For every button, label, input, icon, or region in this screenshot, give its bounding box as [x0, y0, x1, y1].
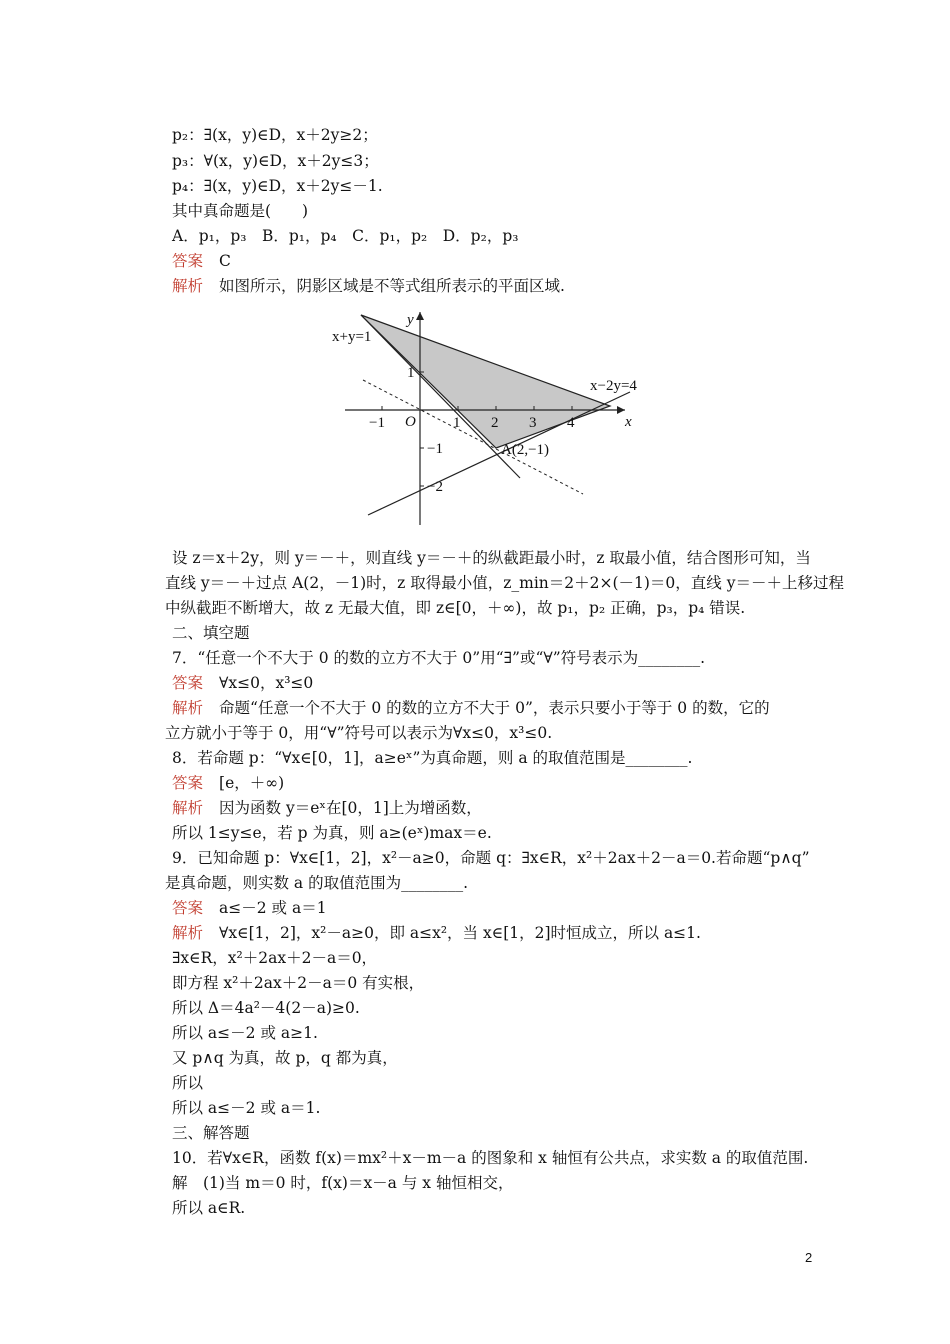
- explain-line-3: 中纵截距不断增大，故 z 无最大值，即 z∈[0，＋∞)，故 p₁，p₂ 正确，p₃，p₄ 错误.: [165, 599, 746, 617]
- analysis-tag: 解析: [172, 699, 204, 717]
- origin-label: O: [405, 414, 416, 430]
- options-line: A．p₁，p₃ B．p₁，p₄ C．p₁，p₂ D．p₂，p₃: [172, 227, 519, 245]
- answer-line: [172, 251, 231, 271]
- statement-p2: p₂：∃(x，y)∈D，x＋2y≥2；: [172, 126, 378, 144]
- answer-tag: 答案: [172, 774, 204, 792]
- q9-text-2: 是真命题，则实数 a 的取值范围为________.: [165, 874, 469, 892]
- answer-tag: 答案: [172, 674, 204, 692]
- explain-line-1: 设 z＝x＋2y，则 y＝－＋，则直线 y＝－＋的纵截距最小时，z 取最小值，结合图形可知，当: [172, 549, 811, 567]
- answer-tag: 答案: [172, 252, 204, 270]
- tick-label-x-4: 4: [567, 415, 575, 431]
- q7-analysis-cont: 立方就小于等于 0，用“∀”符号可以表示为∀x≤0，x³≤0.: [165, 724, 553, 742]
- q9-line-4: 所以 Δ＝4a²－4(2－a)≥0.: [172, 999, 360, 1017]
- answer-value: [e，＋∞): [219, 774, 285, 792]
- page-number: 2: [805, 1250, 813, 1265]
- q9-line-3: 即方程 x²＋2ax＋2－a＝0 有实根，: [172, 974, 425, 992]
- section-fill-in: 二、填空题: [172, 624, 250, 642]
- region-figure: [325, 300, 645, 530]
- q8-analysis-cont: 所以 1≤y≤e，若 p 为真，则 a≥(eˣ)max＝e.: [172, 824, 492, 842]
- q7-answer: [172, 673, 313, 693]
- q10-line-3: 所以 a∈R.: [172, 1199, 246, 1217]
- tick-label-x-2: 2: [491, 415, 499, 431]
- analysis-tag: 解析: [172, 924, 204, 942]
- label-x-plus-y-1: x+y=1: [332, 329, 372, 345]
- analysis-text: 因为函数 y＝eˣ在[0，1]上为增函数，: [219, 799, 482, 817]
- tick-label-y-2: −2: [427, 479, 443, 495]
- q8-text: 8．若命题 p：“∀x∈[0，1]，a≥eˣ”为真命题，则 a 的取值范围是________.: [172, 749, 693, 767]
- answer-value: C: [219, 252, 231, 270]
- q9-line-8: 所以 a≤－2 或 a＝1.: [172, 1099, 321, 1117]
- analysis-line: [172, 276, 565, 296]
- analysis-tag: 解析: [172, 277, 204, 295]
- x-axis-arrow: [617, 406, 625, 414]
- analysis-text: 命题“任意一个不大于 0 的数的立方不大于 0”，表示只要小于等于 0 的数，它的: [219, 699, 770, 717]
- q9-text-1: 9．已知命题 p：∀x∈[1，2]，x²－a≥0，命题 q：∃x∈R，x²＋2ax＋2－a＝0.若命题“p∧q”: [172, 849, 810, 867]
- q10-line-2: 解 (1)当 m＝0 时，f(x)＝x－a 与 x 轴恒相交，: [172, 1174, 514, 1192]
- tick-label-y-0: 1: [407, 365, 415, 381]
- statement-p3: p₃：∀(x，y)∈D，x＋2y≤3；: [172, 152, 379, 170]
- q9-line-2: ∃x∈R，x²＋2ax＋2－a＝0，: [172, 949, 378, 967]
- answer-tag: 答案: [172, 899, 204, 917]
- y-axis-label: y: [407, 312, 414, 328]
- q9-line-5: 所以 a≤－2 或 a≥1.: [172, 1024, 318, 1042]
- y-axis-arrow: [416, 312, 424, 320]
- analysis-tag: 解析: [172, 799, 204, 817]
- tick-label-x-0: −1: [369, 415, 385, 431]
- q8-analysis: [172, 798, 482, 818]
- q7-text: 7．“任意一个不大于 0 的数的立方不大于 0”用“∃”或“∀”符号表示为________.: [172, 649, 706, 667]
- tick-label-y-1: −1: [427, 441, 443, 457]
- q9-answer: [172, 898, 327, 918]
- label-x-minus-2y-4: x−2y=4: [590, 378, 637, 394]
- statement-p4: p₄：∃(x，y)∈D，x＋2y≤－1.: [172, 177, 383, 195]
- q9-line-6: 又 p∧q 为真，故 p，q 都为真，: [172, 1049, 398, 1067]
- q8-answer: [172, 773, 284, 793]
- q10-text: 10．若∀x∈R，函数 f(x)＝mx²＋x－m－a 的图象和 x 轴恒有公共点，求实数 a 的取值范围.: [172, 1149, 809, 1167]
- answer-value: a≤－2 或 a＝1: [219, 899, 327, 917]
- tick-label-x-1: 1: [453, 415, 461, 431]
- q9-analysis: [172, 923, 701, 943]
- q9-line-7: 所以: [172, 1074, 204, 1092]
- question-line: 其中真命题是( ): [172, 202, 309, 220]
- analysis-text: 如图所示，阴影区域是不等式组所表示的平面区域.: [219, 277, 565, 295]
- x-axis-label: x: [625, 414, 632, 430]
- analysis-text: ∀x∈[1，2]，x²－a≥0，即 a≤x²，当 x∈[1，2]时恒成立，所以 a≤1.: [219, 924, 701, 942]
- answer-value: ∀x≤0，x³≤0: [219, 674, 314, 692]
- q7-analysis: [172, 698, 770, 718]
- point-a-label: A(2,−1): [501, 442, 550, 458]
- section-answer: 三、解答题: [172, 1124, 250, 1142]
- explain-line-2: 直线 y＝－＋过点 A(2，－1)时，z 取得最小值，z_min＝2＋2×(－1)＝0，直线 y＝－＋上移过程: [165, 574, 844, 592]
- tick-label-x-3: 3: [529, 415, 537, 431]
